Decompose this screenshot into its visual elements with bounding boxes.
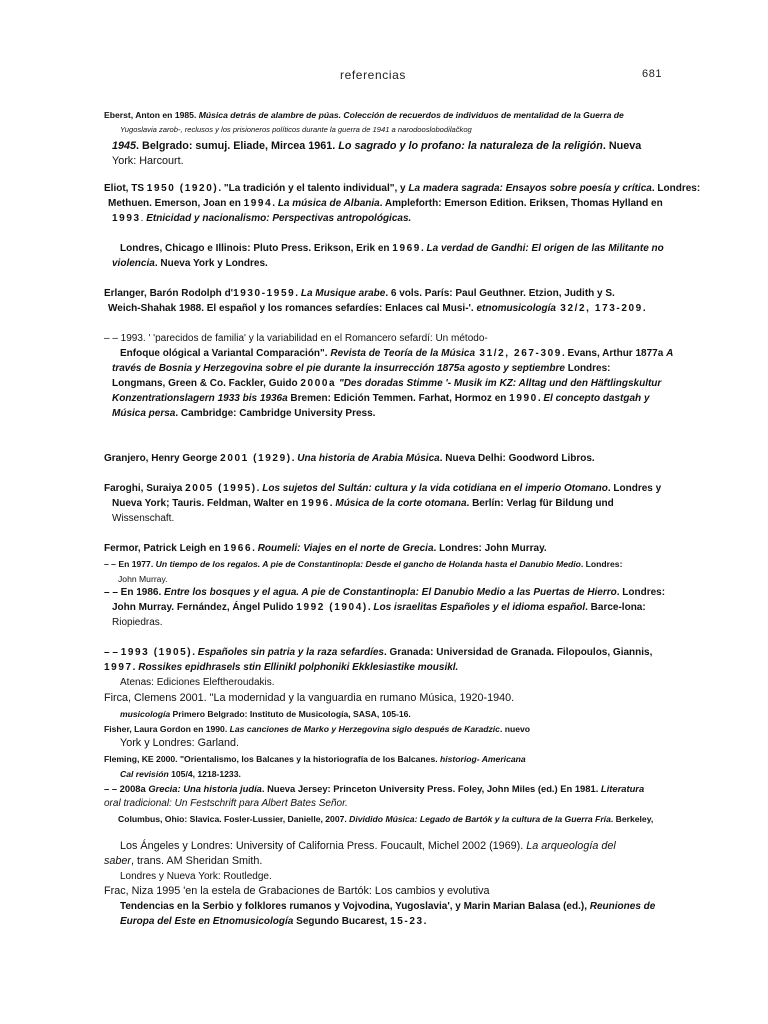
reference-text: . Barce-lona: <box>585 602 646 613</box>
reference-line <box>104 646 652 660</box>
reference-text: . Londres: <box>651 183 701 194</box>
reference-line <box>120 242 664 256</box>
reference-line <box>120 707 411 721</box>
reference-text: Methuen. Emerson, Joan en <box>108 198 244 209</box>
reference-text: violencia <box>112 258 155 269</box>
reference-line <box>120 736 239 750</box>
reference-text: Revista de Teoría de la Música <box>330 348 476 359</box>
reference-text: Primero Belgrado: Instituto de Musicología, SASA, 105-16. <box>170 709 411 719</box>
reference-text: 1945 <box>112 140 137 152</box>
reference-text: El concepto dastgah y <box>543 393 650 404</box>
reference-text: Enfoque ológical a Variantal Comparación". <box>120 348 331 359</box>
reference-line <box>104 797 348 811</box>
reference-text: – – En 1986. <box>104 587 165 598</box>
reference-line <box>118 572 168 586</box>
reference-text: Una historia de Arabia Música <box>297 453 440 464</box>
reference-text: 1994 <box>243 198 273 209</box>
reference-line <box>104 332 488 346</box>
reference-text: Música detrás de alambre de púas. Colección de recuerdos de individuos de mentalidad de la Guerra de <box>198 110 624 120</box>
reference-text: Tendencias en la Serbio y folklores rumanos y Vojvodina, Yugoslavia', y Marin Marian Balasa (ed.), <box>120 901 590 912</box>
reference-text: través de Bosnia y Herzegovina sobre el pie durante la insurrección 1875a agosto y septiembre <box>112 363 565 374</box>
reference-text: 1990 <box>509 393 538 404</box>
reference-text: Etnicidad y nacionalismo: Perspectivas antropológicas. <box>146 213 412 224</box>
reference-text: Los israelitas Españoles y el idioma español <box>373 602 586 613</box>
reference-text: Riopiedras. <box>112 617 163 628</box>
reference-text: Los sujetos del Sultán: cultura y la vida cotidiana en el imperio Otomano <box>262 483 608 494</box>
reference-line <box>120 870 272 884</box>
reference-text: . <box>192 647 198 658</box>
reference-text: Españoles sin patria y la raza sefardíes <box>197 647 384 658</box>
reference-text: 2000a <box>300 378 337 389</box>
reference-text: La Musique arabe <box>300 288 386 299</box>
reference-line <box>112 362 611 376</box>
reference-text: – – 1993. ' 'parecidos de familia' y la variabilidad en el Romancero sefardí: Un método- <box>104 333 488 344</box>
reference-text: . Nueva Jersey: Princeton University Press. Foley, John Miles (ed.) En 1981. <box>261 783 601 794</box>
reference-text: etnomusicología <box>476 303 556 314</box>
reference-text: Weich-Shahak 1988. El español y los romances sefardíes: Enlaces cal Musi-'. <box>108 303 477 314</box>
reference-line <box>104 854 262 868</box>
reference-text: . <box>272 198 278 209</box>
reference-line <box>112 257 268 271</box>
reference-text: . <box>140 213 147 224</box>
reference-line <box>112 377 661 391</box>
reference-line <box>120 347 673 361</box>
reference-text: . <box>537 393 544 404</box>
reference-text: Bremen: Edición Temmen. Farhat, Hormoz en <box>287 393 510 404</box>
reference-text: . <box>367 602 374 613</box>
reference-line <box>112 154 184 168</box>
reference-text: Música persa <box>112 408 176 419</box>
reference-text: 1996 <box>301 498 330 509</box>
reference-text: 1950 (1920) <box>146 183 219 194</box>
reference-text: . Londres: <box>616 587 666 598</box>
reference-text: Reuniones de <box>589 901 656 912</box>
reference-text: Wissenschaft. <box>112 513 175 524</box>
reference-text: . Ampleforth: Emerson Edition. Eriksen, Thomas Hylland en <box>379 198 663 209</box>
reference-line <box>108 302 647 316</box>
reference-text: . <box>423 916 427 927</box>
reference-text: Yugoslavia zarob-, reclusos y los prisioneros políticos durante la guerra de 1941 a narodooslobodilačkog <box>120 125 472 134</box>
reference-text: . Londres y <box>607 483 662 494</box>
reference-text: 31/2, 267-309 <box>475 348 562 359</box>
reference-text: saber <box>104 855 132 867</box>
reference-line <box>112 601 646 615</box>
reference-text: . Londres: <box>580 559 623 569</box>
reference-line <box>104 691 514 705</box>
reference-text: Granjero, Henry George <box>104 453 221 464</box>
reference-text: . nuevo <box>499 724 531 734</box>
running-title: referencias <box>340 68 406 82</box>
reference-text: Cal revisión <box>120 769 169 779</box>
reference-text: 1966 <box>223 543 253 554</box>
reference-text: historiog- Americana <box>440 754 526 764</box>
reference-text: Música de la corte otomana <box>335 498 467 509</box>
reference-line <box>112 212 411 226</box>
page-number: 681 <box>642 68 663 80</box>
reference-text: oral tradicional: Un Festschrift para Albert Bates Señor. <box>104 798 348 809</box>
reference-text: . <box>132 662 139 673</box>
reference-text: La verdad de Gandhi: El origen de las Militante no <box>426 243 664 254</box>
reference-text: Fisher, Laura Gordon en 1990. <box>104 724 230 734</box>
reference-line <box>112 512 174 526</box>
reference-text: – – En 1977. <box>104 559 156 569</box>
reference-text: 1992 (1904) <box>296 602 368 613</box>
reference-text: . Londres: John Murray. <box>433 543 547 554</box>
reference-text: . <box>256 483 263 494</box>
reference-text: . Granada: Universidad de Granada. Filopoulos, Giannis, <box>383 647 653 658</box>
reference-text: John Murray. <box>118 574 168 584</box>
reference-text: Longmans, Green & Co. Fackler, Guido <box>112 378 301 389</box>
reference-line <box>104 782 644 796</box>
reference-text: . Cambridge: Cambridge University Press. <box>175 408 376 419</box>
reference-text: Londres, Chicago e Illinois: Pluto Press. Erikson, Erik en <box>120 243 393 254</box>
reference-text: 2005 (1995) <box>185 483 257 494</box>
reference-text: . <box>291 453 298 464</box>
reference-line <box>104 884 490 898</box>
reference-line <box>112 139 641 153</box>
reference-text: Las canciones de Marko y Herzegovina siglo después de Karadzic <box>229 724 500 734</box>
reference-text: 15-23 <box>390 916 424 927</box>
reference-text: . Nueva Delhi: Goodword Libros. <box>439 453 595 464</box>
reference-text: Fleming, KE 2000. "Orientalismo, los Balcanes y la historiografía de los Balcanes. <box>104 754 441 764</box>
reference-text: John Murray. Fernández, Ángel Pulido <box>112 602 297 613</box>
reference-text: Los Ángeles y Londres: University of California Press. Foucault, Michel 2002 (1969). <box>120 840 527 852</box>
reference-line <box>104 586 665 600</box>
reference-text: , trans. AM Sheridan Smith. <box>131 855 263 867</box>
reference-text: musicología <box>120 709 171 719</box>
reference-text: Konzentrationslagern 1933 bis 1936a <box>112 393 288 404</box>
reference-line <box>120 900 655 914</box>
reference-line <box>120 676 275 690</box>
reference-line <box>104 752 526 766</box>
reference-line <box>104 182 700 196</box>
reference-line <box>120 123 472 137</box>
reference-text: Segundo Bucarest, <box>293 916 391 927</box>
reference-text: . <box>420 243 427 254</box>
reference-text: Columbus, Ohio: Slavica. Fosler-Lussier, Danielle, 2007. <box>118 814 350 824</box>
reference-text: Europa del Este en Etnomusicología <box>120 916 294 927</box>
reference-line <box>104 661 458 675</box>
reference-text: Eberst, Anton en 1985. <box>104 110 199 120</box>
reference-line <box>112 616 163 630</box>
reference-line <box>120 915 426 929</box>
reference-line <box>104 108 624 122</box>
reference-line <box>120 839 616 853</box>
reference-line <box>104 452 595 466</box>
reference-text: . <box>295 288 301 299</box>
reference-text: Erlanger, Barón Rodolph d' <box>104 288 234 299</box>
reference-text: Nueva York; Tauris. Feldman, Walter en <box>112 498 302 509</box>
reference-text: Literatura <box>600 783 645 794</box>
reference-text: 1993 <box>112 213 141 224</box>
reference-line <box>118 812 653 826</box>
reference-text: 1997 <box>104 662 133 673</box>
reference-text: – – <box>104 647 121 658</box>
reference-line <box>104 542 547 556</box>
reference-line <box>112 497 614 511</box>
reference-line <box>104 482 661 496</box>
reference-line <box>120 767 241 781</box>
reference-text: La música de Albania <box>277 198 380 209</box>
reference-text: Firca, Clemens 2001. "La modernidad y la vanguardia en rumano Música, 1920-1940. <box>104 692 515 704</box>
reference-text: Grecia: Una historia judía <box>148 783 262 794</box>
reference-line <box>112 407 375 421</box>
reference-text: Londres: <box>564 363 611 374</box>
reference-text: Dividido Música: Legado de Bartók y la cultura de la Guerra Fría <box>349 814 611 824</box>
reference-text: . Belgrado: sumuj. Eliade, Mircea 1961. <box>136 140 339 152</box>
reference-text: . "La tradición y el talento individual", y <box>218 183 409 194</box>
reference-text: La arqueología del <box>526 840 616 852</box>
reference-line <box>104 722 530 736</box>
reference-text: La madera sagrada: Ensayos sobre poesía y crítica <box>408 183 652 194</box>
reference-line <box>104 287 615 301</box>
reference-text: 1993 (1905) <box>120 647 193 658</box>
reference-text: Atenas: Ediciones Eleftheroudakis. <box>120 677 275 688</box>
reference-text: 2001 (1929) <box>220 453 292 464</box>
reference-text: Rossikes epidhrasels stin Ellinikl polphoniki Ekklesiastike mousikl. <box>138 662 459 673</box>
reference-text: York y Londres: Garland. <box>120 737 240 749</box>
reference-text: Lo sagrado y lo profano: la naturaleza de la religión <box>338 140 603 152</box>
reference-text: . 6 vols. París: Paul Geuthner. Etzion, Judith y S. <box>385 288 615 299</box>
reference-line <box>108 197 663 211</box>
reference-text: 32/2, 173-209. <box>555 303 648 314</box>
reference-text: 1930-1959 <box>233 288 296 299</box>
reference-text: . Nueva York y Londres. <box>154 258 268 269</box>
reference-line <box>104 557 622 571</box>
reference-text: Faroghi, Suraiya <box>104 483 186 494</box>
reference-text: 1969 <box>392 243 421 254</box>
reference-text: York: Harcourt. <box>112 155 184 167</box>
reference-text: Fermor, Patrick Leigh en <box>104 543 224 554</box>
reference-text: . Nueva <box>602 140 642 152</box>
reference-text: Entre los bosques y el agua. A pie de Constantinopla: El Danubio Medio a las Puertas de Hierro <box>164 587 617 598</box>
reference-text: Londres y Nueva York: Routledge. <box>120 871 272 882</box>
reference-text: 105/4, 1218-1233. <box>168 769 241 779</box>
reference-text: . Berkeley, <box>610 814 654 824</box>
reference-text: Un tiempo de los regalos. A pie de Constantinopla: Desde el gancho de Holanda hasta el Danubio Medio <box>155 559 581 569</box>
reference-text: . Berlín: Verlag für Bildung und <box>466 498 614 509</box>
reference-text: . <box>252 543 258 554</box>
reference-text: . Evans, Arthur 1877a <box>561 348 667 359</box>
reference-line <box>112 392 650 406</box>
reference-text: Eliot, TS <box>104 183 147 194</box>
reference-text: "Des doradas Stimme '- Musik im KZ: Alltag und den Häftlingskultur <box>338 378 662 389</box>
reference-text: Roumeli: Viajes en el norte de Grecia <box>257 543 434 554</box>
reference-text: – – 2008a <box>104 783 149 794</box>
reference-text: Frac, Niza 1995 'en la estela de Grabaciones de Bartók: Los cambios y evolutiva <box>104 885 490 897</box>
reference-text: A <box>666 348 674 359</box>
reference-text: . <box>329 498 336 509</box>
